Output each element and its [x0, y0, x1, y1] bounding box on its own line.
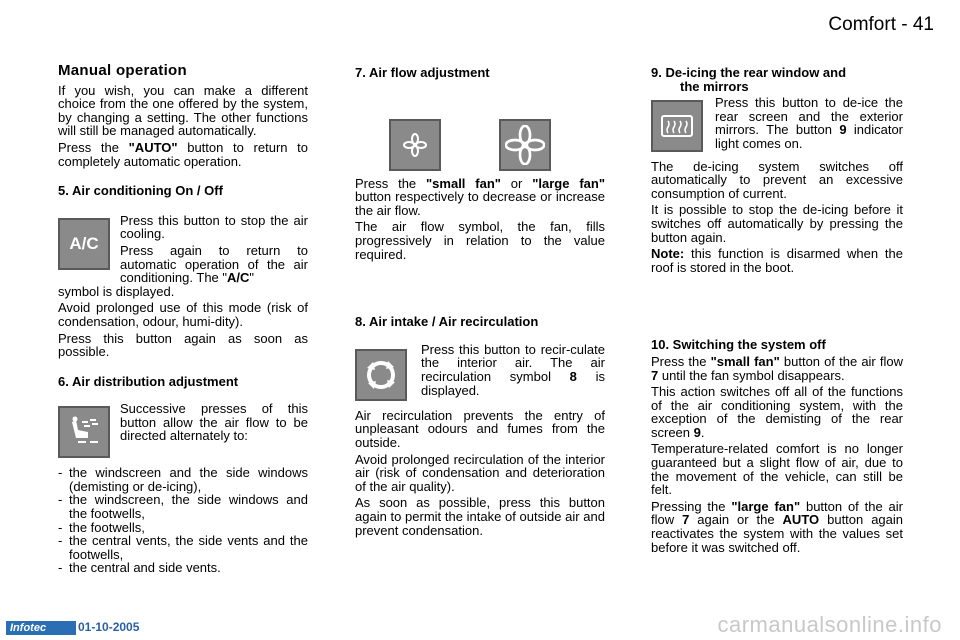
section-heading-5: 5. Air conditioning On / Off	[58, 183, 223, 199]
section-heading-7: 7. Air flow adjustment	[355, 65, 490, 80]
seat-airflow-icon	[66, 416, 102, 448]
fan-buttons	[355, 83, 605, 157]
deicing-block	[651, 96, 903, 153]
paragraph: It is possible to stop the de-icing before it switches off automatically by pressing the button again.	[651, 202, 903, 245]
list-item: - the footwells,	[58, 521, 308, 535]
ac-block	[58, 214, 308, 288]
air-distribution-block	[58, 402, 308, 458]
section-heading-9: 9. De-icing the rear window and	[651, 65, 847, 80]
section-heading-8: 8. Air intake / Air recirculation	[355, 314, 539, 330]
ac-button-icon: A/C	[58, 218, 110, 270]
section-heading-6: 6. Air distribution adjustment	[58, 373, 239, 389]
paragraph: Press this button again as soon as possible.	[58, 330, 308, 360]
distribution-list	[58, 466, 308, 575]
air-distribution-icon	[58, 406, 110, 458]
page-header: Comfort - 41	[828, 14, 934, 35]
paragraph: Avoid prolonged use of this mode (risk of condensation, odour, humi-dity).	[58, 300, 308, 329]
paragraph: Press the "small fan" or "large fan" button respectively to decrease or increase the air flow.	[355, 175, 605, 218]
paragraph: As soon as possible, press this button again to permit the intake of outside air and prevent condensation.	[355, 495, 605, 538]
infotec-logo: Infotec	[6, 621, 76, 635]
paragraph: symbol is displayed.	[58, 283, 175, 299]
column-right	[651, 66, 903, 557]
list-item: - the windscreen and the side windows (demisting or de-icing),	[58, 466, 308, 493]
column-middle	[355, 66, 605, 540]
paragraph: Temperature-related comfort is no longer guaranteed but a slight flow of air, due to the movement of the vehicle, can still be felt.	[651, 441, 903, 498]
paragraph: Press this button to de-ice the rear screen and the exterior mirrors. The button 9 indicator light comes on.	[715, 95, 903, 151]
section-heading-9-cont: the mirrors	[680, 78, 749, 94]
rear-defrost-icon	[651, 100, 703, 152]
section-title-manual-operation: Manual operation	[58, 62, 187, 79]
recirculation-icon	[355, 349, 407, 401]
small-fan-icon	[389, 119, 441, 171]
paragraph: This action switches off all of the functions of the air conditioning system, with the exception of the demisting of the rear screen 9.	[651, 384, 903, 440]
paragraph: Press this button to stop the air cooling.	[120, 212, 308, 242]
recirculation-block	[355, 343, 605, 401]
column-left	[58, 64, 308, 575]
list-item: - the windscreen, the side windows and the footwells,	[58, 493, 308, 520]
paragraph: Press again to return to automatic operation of the air conditioning. The "A/C"	[120, 242, 308, 286]
paragraph: Press the "AUTO" button to return to completely automatic operation.	[58, 139, 309, 169]
section-heading-10: 10. Switching the system off	[651, 337, 826, 353]
paragraph: If you wish, you can make a different choice from the one offered by the system, by changing a setting. The other functions will still be managed automatically.	[58, 82, 308, 139]
paragraph: The air flow symbol, the fan, fills progressively in relation to the value required.	[355, 219, 605, 262]
paragraph: The de-icing system switches off automatically to prevent an excessive consumption of current.	[651, 158, 903, 201]
watermark-site: carmanualsonline.info	[717, 612, 942, 637]
list-item: - the central and side vents.	[58, 561, 308, 575]
footer-date: 01-10-2005	[78, 620, 140, 634]
list-item: - the central vents, the side vents and the footwells,	[58, 534, 308, 561]
paragraph: Avoid prolonged recirculation of the interior air (risk of condensation and deterioration of the air quality).	[355, 451, 605, 494]
paragraph: Press this button to recir-culate the interior air. The air recirculation symbol 8 is displayed.	[421, 341, 605, 398]
paragraph: Air recirculation prevents the entry of unpleasant odours and fumes from the outside.	[355, 407, 605, 450]
paragraph: Note: this function is disarmed when the roof is stored in the boot.	[651, 246, 903, 275]
paragraph: Successive presses of this button allow the air flow to be directed alternately to:	[120, 401, 308, 444]
paragraph: Press the "small fan" button of the air flow 7 until the fan symbol disappears.	[651, 353, 904, 383]
paragraph: Pressing the "large fan" button of the air flow 7 again or the AUTO button again reactivates the system with the values set before it was switched off.	[651, 498, 904, 555]
large-fan-icon	[499, 119, 551, 171]
